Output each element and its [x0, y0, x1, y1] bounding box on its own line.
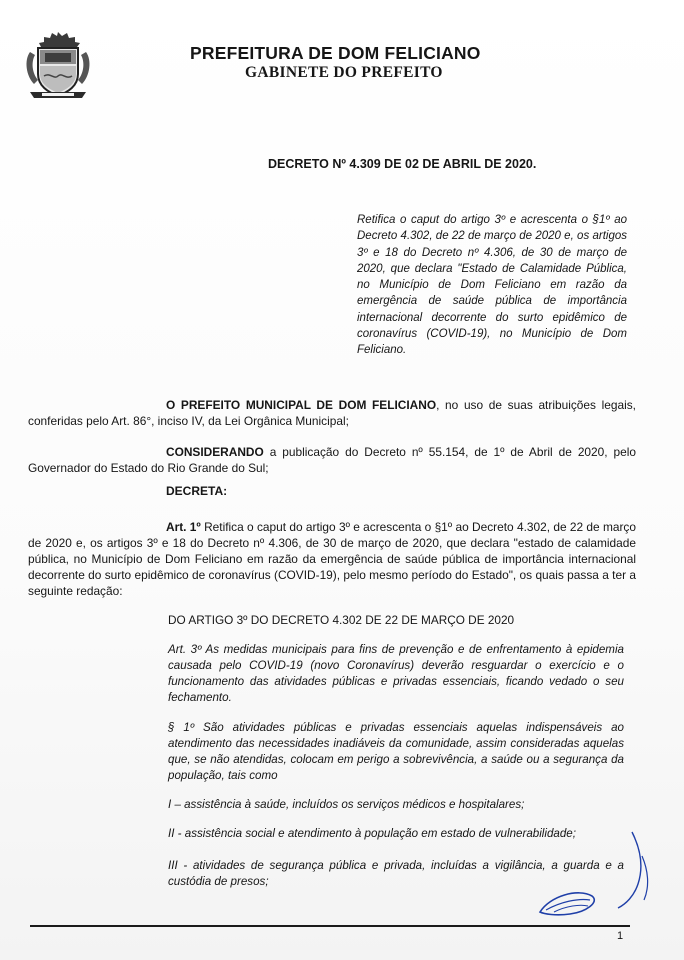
considerando-text: a publicação do Decreto nº 55.154, de 1º de Abril de 2020, pelo Governador do Estado do Rio Grande do Sul; — [28, 445, 636, 475]
article-1-text: Retifica o caput do artigo 3º e acrescenta o §1º ao Decreto 4.302, de 22 de março de 2020 e, os artigos 3º e 18 do Decreto nº 4.306, de 30 de março de 2020, que declara "estado de calamidade pública, no Município de Dom Feliciano em razão da emergência de saúde pública de importância internacional decorrente do surto epidêmico de coronavírus (COVID-19), pelo mesmo período do Estado", os quais passa a ter a seguinte redação: — [28, 520, 636, 598]
article-1-label: Art. 1º — [166, 520, 201, 534]
quoted-article-3: Art. 3º As medidas municipais para fins de prevenção e de enfrentamento à epidemia causada pelo COVID-19 (novo Coronavírus) deverão resguardar o exercício e o funcionamento das atividades públicas e privadas essenciais, ficando vedado o seu fechamento. — [168, 643, 624, 704]
coat-of-arms-icon — [18, 26, 98, 106]
page-title: PREFEITURA DE DOM FELICIANO — [190, 43, 481, 63]
list-item: III - atividades de segurança pública e privada, incluídas a vigilância, a guarda e a custódia de presos; — [168, 859, 624, 888]
considerando-label: CONSIDERANDO — [166, 445, 264, 459]
footer-divider — [30, 925, 630, 927]
list-item: I – assistência à saúde, incluídos os serviços médicos e hospitalares; — [168, 798, 525, 811]
considerando-paragraph — [28, 445, 636, 477]
list-item: II - assistência social e atendimento à população em estado de vulnerabilidade; — [168, 827, 576, 840]
quoted-paragraph-1: § 1º São atividades públicas e privadas essenciais aquelas indispensáveis ao atendimento das necessidades inadiáveis da comunidade, assim consideradas aquelas que, se não atendidas, colocam em perigo a sobrevivência, a saúde ou a segurança da população, tais como — [168, 721, 624, 782]
mayor-title: O PREFEITO MUNICIPAL DE DOM FELICIANO — [166, 398, 437, 412]
signature-icon — [530, 826, 665, 926]
preamble-paragraph — [28, 398, 636, 430]
page-number: 1 — [617, 930, 624, 942]
section-heading: DO ARTIGO 3º DO DECRETO 4.302 DE 22 DE MARÇO DE 2020 — [168, 613, 515, 627]
decree-title: DECRETO Nº 4.309 DE 02 DE ABRIL DE 2020. — [268, 157, 537, 171]
decree-summary: Retifica o caput do artigo 3º e acrescenta o §1º ao Decreto 4.302, de 22 de março de 2020 e, os artigos 3º e 18 do Decreto nº 4.306, de 30 de março de 2020, que declara "Estado de Calamidade Pública, no Município de Dom Feliciano em razão da emergência de saúde pública de importância internacional decorrente do surto epidêmico de coronavírus (COVID-19), no Município de Dom Feliciano. — [357, 214, 627, 357]
page-subtitle: GABINETE DO PREFEITO — [245, 64, 443, 81]
preamble-text: , no uso de suas atribuições legais, conferidas pelo Art. 86°, inciso IV, da Lei Orgânica Municipal; — [28, 398, 636, 428]
decreta-heading: DECRETA: — [166, 484, 228, 498]
article-1-paragraph — [28, 520, 636, 600]
